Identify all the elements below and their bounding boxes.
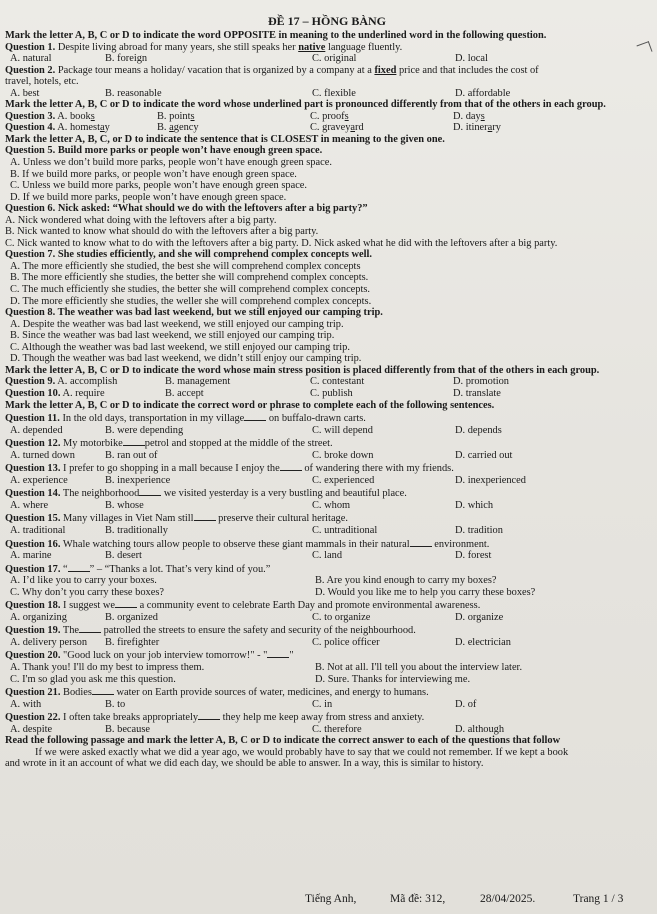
question-6: Question 6. Nick asked: “What should we do with the leftovers after a big party?”	[5, 203, 368, 215]
question-13: Question 13. I prefer to go shopping in a mall because I enjoy the of wandering there with my friends.	[5, 463, 454, 475]
footer-subject: Tiếng Anh,	[305, 893, 357, 905]
question-7: Question 7. She studies efficiently, and she will comprehend complex concepts well.	[5, 249, 372, 261]
footer-page-number: Trang 1 / 3	[573, 893, 624, 905]
question-2-options: A. best B. reasonable C. flexible D. affordable	[10, 87, 511, 99]
question-18-options: A. organizing B. organized C. to organize D. organize	[10, 611, 504, 623]
question-21: Question 21. Bodies water on Earth provide sources of water, medicines, and energy to humans.	[5, 687, 429, 699]
answer-blank	[79, 623, 101, 633]
answer-blank	[68, 562, 90, 572]
passage-line: and wrote in it an account of what we did each day, we should be able to answer. In a way, this is similar to history.	[5, 758, 484, 770]
option-d: D. Though the weather was bad last weekend, we didn’t still enjoy our camping trip.	[10, 353, 362, 365]
question-10: Question 10. A. require B. accept C. publish D. translate	[5, 387, 501, 399]
question-8: Question 8. The weather was bad last weekend, but we still enjoyed our camping trip.	[5, 307, 383, 319]
question-12-options: A. turned down B. ran out of C. broke down D. carried out	[10, 449, 513, 461]
section-instruction: Mark the letter A, B, C or D to indicate the word whose underlined part is pronounced differently from that of the others in each group.	[5, 99, 606, 111]
question-4: Question 4. A. homestay B. agency C. graveyard D. itinerary	[5, 122, 501, 134]
question-19-options: A. delivery person B. firefighter C. police officer D. electrician	[10, 636, 511, 648]
question-15-options: A. traditional B. traditionally C. untraditional D. tradition	[10, 524, 503, 536]
question-17-options-ab: A. I’d like you to carry your boxes. B. Are you kind enough to carry my boxes?	[10, 575, 497, 587]
question-16: Question 16. Whale watching tours allow people to observe these giant mammals in their natural environment.	[5, 538, 490, 550]
question-20: Question 20. "Good luck on your job interview tomorrow!" - " "	[5, 650, 294, 662]
question-12: Question 12. My motorbike petrol and stopped at the middle of the street.	[5, 438, 333, 450]
section-instruction: Mark the letter A, B, C or D to indicate the correct word or phrase to complete each of the following sentences.	[5, 399, 495, 411]
page-title: ĐỀ 17 – HỒNG BÀNG	[267, 14, 386, 28]
option-b: B. Nick wanted to know what should do with the leftovers after a big party.	[5, 226, 319, 238]
question-14-options: A. where B. whose C. whom D. which	[10, 499, 494, 511]
question-17-options-cd: C. Why don’t you carry these boxes? D. Would you like me to help you carry these boxes?	[10, 586, 536, 598]
question-16-options: A. marine B. desert C. land D. forest	[10, 550, 492, 562]
question-17: Question 17. “ ” – “Thanks a lot. That’s very kind of you.”	[5, 563, 271, 575]
answer-blank	[244, 411, 266, 421]
answer-blank	[139, 486, 161, 496]
question-13-options: A. experience B. inexperience C. experienced D. inexperienced	[10, 474, 526, 486]
question-11: Question 11. In the old days, transportation in my village on buffalo-drawn carts.	[5, 413, 366, 425]
answer-blank	[92, 685, 114, 695]
exam-body	[5, 30, 649, 770]
option-a: A. Nick wondered what doing with the leftovers after a big party.	[5, 214, 277, 226]
question-20-options-ab: A. Thank you! I'll do my best to impress them. B. Not at all. I'll tell you about the interview later.	[10, 661, 523, 673]
section-instruction: Mark the letter A, B, C or D to indicate the word whose main stress position is placed differently from that of the others in each group.	[5, 364, 600, 376]
option-a: A. Unless we don’t build more parks, people won’t have enough green space.	[10, 157, 332, 169]
question-3: Question 3. A. books B. points C. proofs D. days	[5, 110, 485, 122]
question-22-options: A. despite B. because C. therefore D. although	[10, 723, 505, 735]
question-11-options: A. depended B. were depending C. will depend D. depends	[10, 424, 502, 436]
answer-blank	[198, 710, 220, 720]
question-5: Question 5. Build more parks or people won’t have enough green space.	[5, 145, 323, 157]
answer-blank	[194, 511, 216, 521]
answer-blank	[115, 598, 137, 608]
question-20-options-cd: C. I'm so glad you ask me this question. D. Sure. Thanks for interviewing me.	[10, 673, 471, 685]
question-2-continued: travel, hotels, etc.	[5, 76, 79, 88]
answer-blank	[267, 648, 289, 658]
option-c: C. Unless we build more parks, people won’t have enough green space.	[10, 180, 308, 192]
answer-blank	[410, 537, 432, 547]
question-1-options: A. natural B. foreign C. original D. local	[10, 53, 488, 65]
question-2: Question 2. Package tour means a holiday/ vacation that is organized by a company at a fixed price and that includes the cost of	[5, 64, 539, 76]
question-22: Question 22. I often take breaks appropriately they help me keep away from stress and anxiety.	[5, 712, 425, 724]
footer-date: 28/04/2025.	[480, 893, 536, 905]
option-c: C. The much efficiently she studies, the better she will comprehend complex concepts.	[10, 284, 371, 296]
question-14: Question 14. The neighborhood we visited yesterday is a very bustling and beautiful place.	[5, 488, 407, 500]
option-c-d: C. Nick wanted to know what to do with the leftovers after a big party. D. Nick asked what he did with the leftovers after a big party.	[5, 237, 558, 249]
answer-blank	[280, 461, 302, 471]
question-1: Question 1. Despite living abroad for many years, she still speaks her native language fluently.	[5, 41, 403, 53]
option-d: D. If we build more parks, people won’t have enough green space.	[10, 191, 287, 203]
option-c: C. Although the weather was bad last weekend, we still enjoyed our camping trip.	[10, 341, 350, 353]
option-d: D. The more efficiently she studies, the weller she will comprehend complex concepts.	[10, 295, 372, 307]
question-21-options: A. with B. to C. in D. of	[10, 698, 477, 710]
section-instruction: Mark the letter A, B, C or D to indicate the word OPPOSITE in meaning to the underlined word in the following question.	[5, 30, 547, 41]
question-19: Question 19. The patrolled the streets to ensure the safety and security of the neighbourhood.	[5, 625, 416, 637]
option-a: A. Despite the weather was bad last weekend, we still enjoyed our camping trip.	[10, 318, 344, 330]
footer-exam-code: Mã đề: 312,	[390, 893, 446, 905]
section-instruction: Read the following passage and mark the letter A, B, C or D to indicate the correct answer to each of the questions that follow	[5, 735, 561, 747]
question-9: Question 9. A. accomplish B. management C. contestant D. promotion	[5, 376, 509, 388]
answer-blank	[123, 436, 145, 446]
option-b: B. The more efficiently she studies, the better she will comprehend complex concepts.	[10, 272, 369, 284]
option-a: A. The more efficiently she studied, the best she will comprehend complex concepts	[10, 260, 361, 272]
question-15: Question 15. Many villages in Viet Nam still preserve their cultural heritage.	[5, 513, 348, 525]
option-b: B. Since the weather was bad last weekend, we still enjoyed our camping trip.	[10, 330, 335, 342]
option-b: B. If we build more parks, or people won’t have enough green space.	[10, 168, 297, 180]
passage-line: If we were asked exactly what we did a year ago, we would probably have to say that we could not remember. If we kept a book	[35, 746, 569, 758]
question-18: Question 18. I suggest we a community event to celebrate Earth Day and promote environmental awareness.	[5, 600, 481, 612]
section-instruction: Mark the letter A, B, C, or D to indicate the sentence that is CLOSEST in meaning to the given one.	[5, 133, 445, 145]
